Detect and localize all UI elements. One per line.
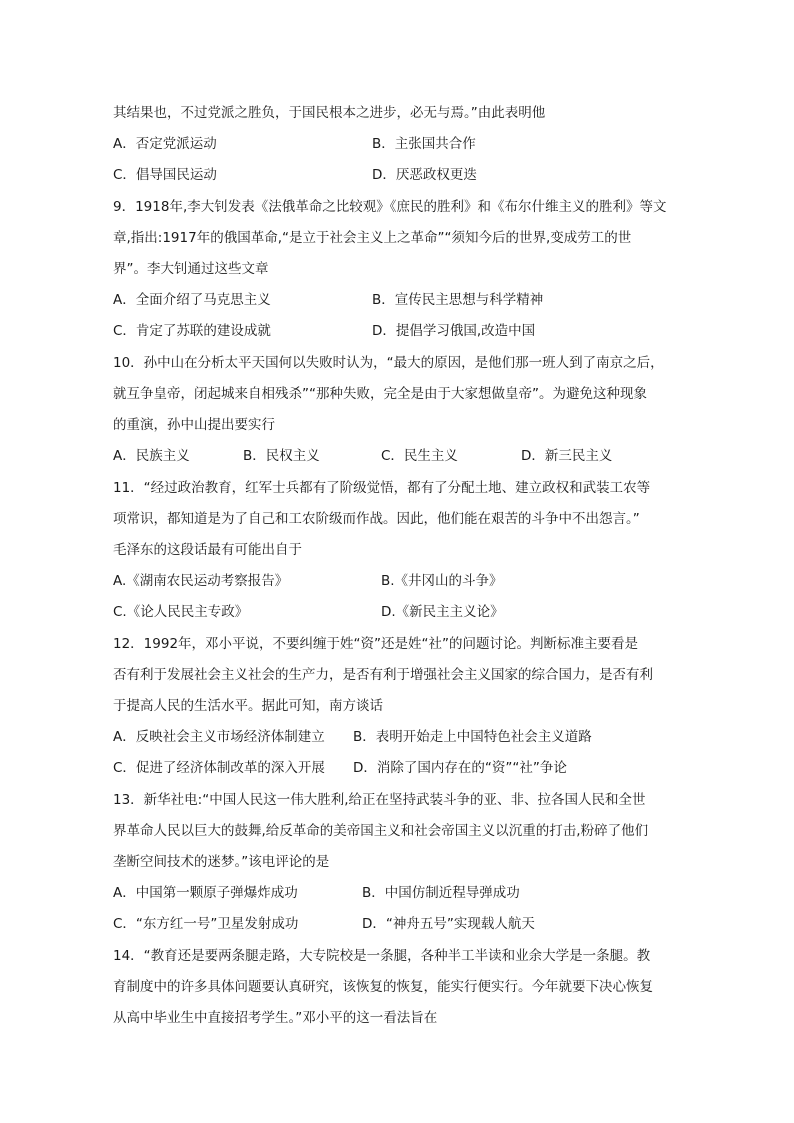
q13-stem-line-3: 垄断空间技术的迷梦。”该电评论的是: [113, 854, 330, 870]
q11-stem-line-2: 项常识，都知道是为了自己和工农阶级而作战。因此，他们能在艰苦的斗争中不出怨言。”: [113, 511, 640, 527]
q13-stem-line-2: 界革命人民以巨大的鼓舞,给反革命的美帝国主义和社会帝国主义以沉重的打击,粉碎了他们: [113, 823, 649, 839]
q10-option-a: A．民族主义: [113, 448, 190, 464]
q8-option-b: B．主张国共合作: [372, 136, 476, 152]
q9-stem-line-3: 界”。李大钊通过这些文章: [113, 261, 269, 277]
q9-stem-line-2: 章,指出:1917年的俄国革命,“是立于社会主义上之革命”“须知今后的世界,变成劳工的世: [113, 230, 632, 246]
q14-stem-line-3: 从高中毕业生中直接招考学生。”邓小平的这一看法旨在: [113, 1010, 438, 1026]
q10-option-b: B．民权主义: [243, 448, 320, 464]
q13-stem-line-1: 13．新华社电:“中国人民这一伟大胜利,给正在坚持武装斗争的亚、非、拉各国人民和全世: [113, 792, 646, 808]
q8-continuation: 其结果也，不过党派之胜负，于国民根本之进步，必无与焉。”由此表明他: [113, 105, 546, 121]
q10-option-d: D．新三民主义: [521, 448, 613, 464]
q8-option-a: A．否定党派运动: [113, 136, 217, 152]
q13-option-b: B．中国仿制近程导弹成功: [362, 885, 520, 901]
q12-option-a: A．反映社会主义市场经济体制建立: [113, 729, 325, 745]
q12-stem-line-1: 12．1992年，邓小平说，不要纠缠于姓“资”还是姓“社”的问题讨论。判断标准主要看是: [113, 636, 639, 652]
q10-option-c: C．民生主义: [381, 448, 458, 464]
q10-stem-line-1: 10．孙中山在分析太平天国何以失败时认为，“最大的原因，是他们那一班人到了南京之后，: [113, 355, 664, 371]
q12-option-c: C．促进了经济体制改革的深入开展: [113, 760, 325, 776]
q9-option-a: A．全面介绍了马克思主义: [113, 292, 271, 308]
q12-stem-line-3: 于提高人民的生活水平。据此可知，南方谈话: [113, 698, 383, 714]
q14-stem-line-1: 14．“教育还是要两条腿走路，大专院校是一条腿，各种半工半读和业余大学是一条腿。教: [113, 948, 651, 964]
q14-stem-line-2: 育制度中的许多具体问题要认真研究，该恢复的恢复，能实行便实行。今年就要下决心恢复: [113, 979, 653, 995]
q12-option-b: B．表明开始走上中国特色社会主义道路: [353, 729, 592, 745]
q9-option-c: C．肯定了苏联的建设成就: [113, 323, 271, 339]
q11-option-a: A.《湖南农民运动考察报告》: [113, 573, 289, 589]
q11-stem-line-3: 毛泽东的这段话最有可能出自于: [113, 542, 302, 558]
q13-option-a: A．中国第一颗原子弹爆炸成功: [113, 885, 298, 901]
q9-option-b: B．宣传民主思想与科学精神: [372, 292, 544, 308]
q10-stem-line-3: 的重演，孙中山提出要实行: [113, 417, 275, 433]
q11-option-d: D.《新民主主义论》: [381, 604, 504, 620]
q11-stem-line-1: 11．“经过政治教育，红军士兵都有了阶级觉悟，都有了分配土地、建立政权和武装工农等: [113, 480, 651, 496]
q9-stem-line-1: 9．1918年,李大钊发表《法俄革命之比较观》《庶民的胜利》和《布尔什维主义的胜利》等文: [113, 199, 667, 215]
q10-stem-line-2: 就互争皇帝，闭起城来自相残杀”“那种失败，完全是由于大家想做皇帝”。为避免这种现象: [113, 386, 647, 402]
q11-option-c: C.《论人民民主专政》: [113, 604, 249, 620]
q11-option-b: B.《井冈山的斗争》: [381, 573, 503, 589]
q12-stem-line-2: 否有利于发展社会主义社会的生产力，是否有利于增强社会主义国家的综合国力，是否有利: [113, 667, 653, 683]
q13-option-d: D．“神舟五号”实现载人航天: [362, 916, 535, 932]
q9-option-d: D．提倡学习俄国,改造中国: [372, 323, 536, 339]
q8-option-c: C．倡导国民运动: [113, 167, 217, 183]
q13-option-c: C．“东方红一号”卫星发射成功: [113, 916, 299, 932]
q12-option-d: D．消除了国内存在的“资”“社”争论: [353, 760, 567, 776]
q8-option-d: D．厌恶政权更迭: [372, 167, 477, 183]
